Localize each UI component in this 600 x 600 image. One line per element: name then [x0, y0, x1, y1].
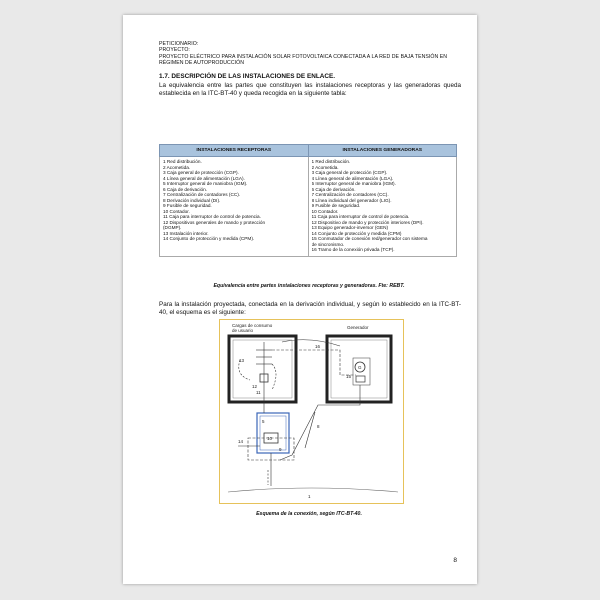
- diagram-label: 13: [239, 358, 245, 363]
- list-item: (DGMP).: [163, 225, 182, 230]
- diagram-label: 15: [346, 374, 352, 379]
- diagram-label: 11: [256, 390, 261, 395]
- list-item: 11 Caja para interruptor de control de potencia.: [163, 214, 261, 219]
- diagram-label: 1: [308, 494, 311, 499]
- list-item: 10 Contador.: [311, 208, 339, 214]
- diagram-label: 14: [238, 439, 244, 444]
- list-item: 11 Caja para interruptor de control de potencia.: [311, 214, 410, 219]
- list-item: 9 Fusible de seguridad.: [163, 203, 212, 208]
- list-item: 16 Tramo de la conexión privada (TCP).: [311, 247, 395, 252]
- list-item: 10 Contador.: [163, 208, 190, 214]
- section-title: 1.7. DESCRIPCIÓN DE LAS INSTALACIONES DE ENLACE.: [159, 73, 336, 80]
- scheme-paragraph: Para la instalación proyectada, conectada en la derivación individual, y según lo establecido en la ITC-BT-40, el esquema es el siguiente:: [159, 301, 461, 316]
- diagram-label-receptor: Cargas de consumo: [232, 323, 273, 328]
- list-item: 2 Acometida.: [311, 164, 339, 170]
- table-caption: Equivalencia entre partes instalaciones receptoras y generadoras. Fte: REBT.: [213, 283, 405, 289]
- list-item: 3 Caja general de protección (CGP).: [311, 170, 388, 175]
- header-line: RÉGIMEN DE AUTOPRODUCCIÓN: [159, 59, 245, 66]
- diagram-label-generator: Generador: [347, 325, 369, 330]
- diagram-label: 8: [317, 424, 320, 429]
- generadoras-cell: [308, 157, 457, 257]
- diagram-label-receptor2: de usuario: [232, 328, 254, 333]
- list-item: 7 Centralización de contadores (CC).: [311, 192, 389, 197]
- list-item: 6 Caja de derivación.: [311, 186, 356, 192]
- document-page: [123, 15, 477, 584]
- list-item: 13 Equipo generador-inversor (GEN): [311, 225, 389, 230]
- page-number: 8: [453, 557, 457, 564]
- connection-scheme-diagram: [220, 320, 403, 503]
- header-line: PROYECTO:: [159, 47, 190, 54]
- list-item: 1 Red distribución.: [163, 159, 202, 164]
- list-item: 9 Fusible de seguridad.: [311, 203, 361, 208]
- document-header: [159, 41, 459, 66]
- header-line: PROYECTO ELÉCTRICO PARA INSTALACIÓN SOLAR FOTOVOLTAICA CONECTADA A LA RED DE BAJA TENSIÓN EN: [159, 53, 448, 60]
- connection-scheme-figure: [219, 319, 404, 504]
- list-item: 4 Línea general de alimentación (LGA).: [311, 175, 394, 181]
- diagram-label: 10: [267, 436, 273, 441]
- list-item: 8 Línea individual del generador (LIG).: [311, 197, 392, 203]
- diagram-label: 9: [279, 447, 282, 452]
- list-item: 4 Línea general de alimentación (LGA).: [163, 175, 245, 181]
- list-item: 15 Conmutador de conexión red/generador con sistema: [311, 236, 428, 241]
- list-item: 6 Caja de derivación.: [163, 186, 208, 192]
- diagram-label: G: [358, 365, 362, 370]
- list-item: 1 Red distribución.: [311, 159, 351, 164]
- list-item: 5 Interruptor general de maniobra (IGM).: [163, 181, 248, 186]
- list-item: 12 Dispositivo de mando y protección interiores (DPI).: [311, 219, 424, 225]
- diagram-label: 12: [252, 384, 258, 389]
- list-item: 12 Dispositivos generales de mando y protección: [163, 219, 266, 225]
- list-item: 3 Caja general de protección (CGP).: [163, 170, 239, 175]
- table-header-generadoras: INSTALACIONES GENERADORAS: [308, 145, 457, 157]
- list-item: 5 Interruptor general de maniobra (IGM).: [311, 181, 396, 186]
- list-item: 8 Derivación individual (DI).: [163, 197, 221, 203]
- list-item: 14 Conjunto de protección y medida (CPM): [311, 230, 402, 236]
- diagram-label: 16: [315, 344, 321, 349]
- list-item: de sincronismo.: [311, 241, 345, 247]
- list-item: 2 Acometida.: [163, 164, 191, 170]
- list-item: 14 Conjunto de protección y medida (CPM).: [163, 236, 255, 241]
- header-line: PETICIONARIO:: [159, 41, 199, 47]
- receptoras-cell: [160, 157, 309, 257]
- equivalence-table: [159, 144, 457, 257]
- scheme-caption: Esquema de la conexión, según ITC-BT-40.: [256, 511, 362, 517]
- receptor-building: [229, 336, 296, 402]
- intro-paragraph: La equivalencia entre las partes que constituyen las instalaciones receptoras y las generadoras queda establecida en la ITC-BT-40 y queda recogida en la siguiente tabla:: [159, 82, 461, 97]
- table-header-receptoras: INSTALACIONES RECEPTORAS: [160, 145, 309, 157]
- list-item: 13 Instalación interior.: [163, 230, 209, 236]
- list-item: 7 Centralización de contadores (CC).: [163, 192, 241, 197]
- diagram-label: 5: [262, 419, 265, 424]
